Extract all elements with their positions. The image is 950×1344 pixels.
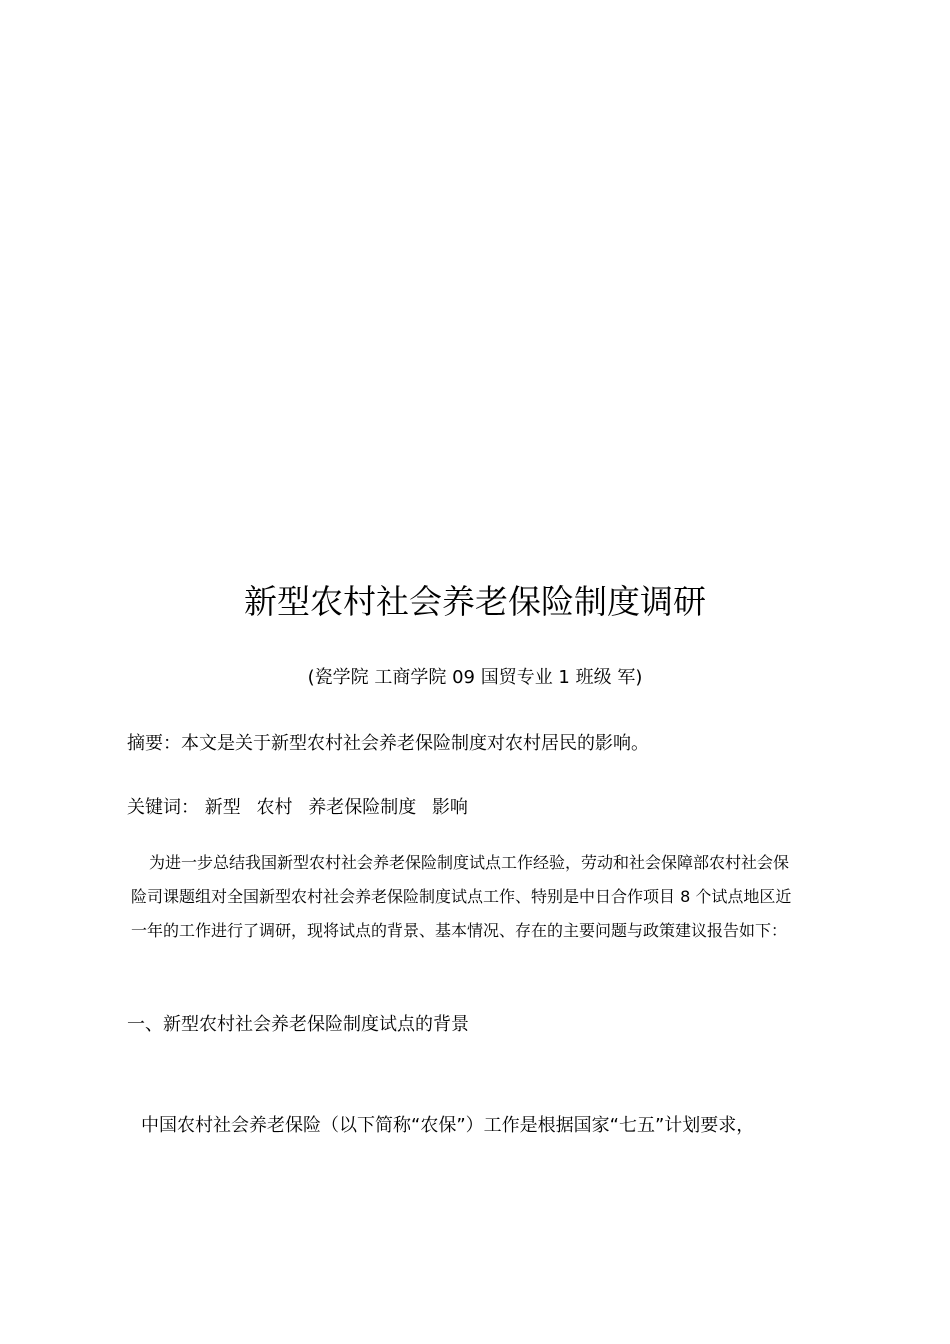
keywords-line (127, 794, 478, 822)
keyword-item: 影响 (431, 797, 468, 818)
paragraph-line: 一年的工作进行了调研，现将试点的背景、基本情况、存在的主要问题与政策建议报告如下： (131, 921, 788, 940)
abstract-text: 摘要：本文是关于新型农村社会养老保险制度对农村居民的影响。 (127, 733, 649, 754)
author-line: (瓷学院 工商学院 09 国贸专业 1 班级 军) (307, 667, 643, 688)
section-heading: 一、新型农村社会养老保险制度试点的背景 (127, 1014, 469, 1035)
section-paragraph: 中国农村社会养老保险（以下简称“农保”）工作是根据国家“七五”计划要求， (141, 1115, 755, 1136)
keyword-item: 养老保险制度 (308, 797, 417, 818)
keywords-label: 关键词： (127, 797, 199, 818)
paragraph-line: 为进一步总结我国新型农村社会养老保险制度试点工作经验，劳动和社会保障部农村社会保 (149, 853, 790, 872)
keyword-item: 农村 (256, 797, 293, 818)
keyword-item: 新型 (204, 797, 241, 818)
document-title: 新型农村社会养老保险制度调研 (244, 582, 706, 621)
paragraph-line: 险司课题组对全国新型农村社会养老保险制度试点工作、特别是中日合作项目 8 个试点地区近 (131, 887, 792, 906)
intro-paragraph (131, 846, 821, 948)
